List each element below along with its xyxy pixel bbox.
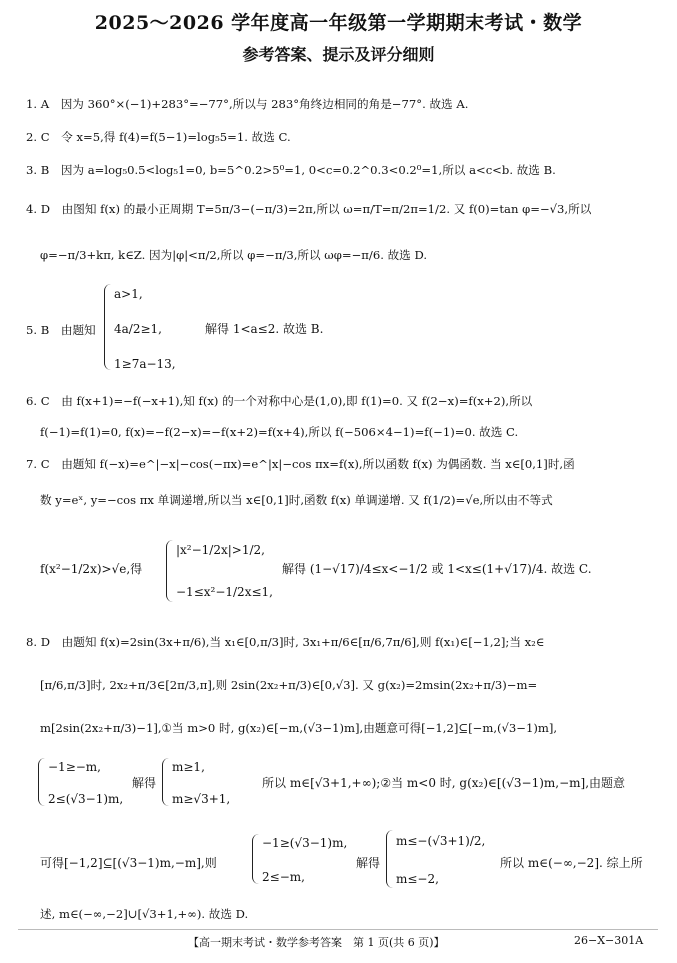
brace (162, 758, 169, 806)
solve-label: 解得 (356, 856, 381, 870)
answer-4-line-1: 4. D 由图知 f(x) 的最小正周期 T=5π/3−(−π/3)=2π,所以 ω=π/T=π/2π=1/2. 又 f(0)=tan φ=−√3,所以 (26, 202, 592, 216)
answer-3: 3. B 因为 a=log₅0.5<log₅1=0, b=5^0.2>5⁰=1, 0<c=0.2^0.3<0.2⁰=1,所以 a<c<b. 故选 B. (26, 163, 556, 177)
answer-7-line-2: 数 y=eˣ, y=−cos πx 单调递增,所以当 x∈[0,1]时,函数 f(x) 单调递增. 又 f(1/2)=√e,所以由不等式 (40, 493, 553, 507)
answer-5-label: 5. B 由题知 (26, 323, 96, 337)
system-row: |x²−1/2x|>1/2, (176, 543, 265, 557)
solve-label: 解得 (132, 776, 157, 790)
brace (104, 284, 111, 370)
answer-8-line-5b: 所以 m∈(−∞,−2]. 综上所 (500, 856, 643, 870)
brace (166, 540, 173, 602)
system-row: 1≥7a−13, (114, 357, 176, 371)
page-title: 2025～2026 学年度高一年级第一学期期末考试・数学 (94, 12, 583, 34)
system-row: m≤−2, (396, 872, 439, 886)
answer-7-result: 解得 (1−√17)/4≤x<−1/2 或 1<x≤(1+√17)/4. 故选 C. (282, 562, 592, 576)
answer-4-line-2: φ=−π/3+kπ, k∈Z. 因为|φ|<π/2,所以 φ=−π/3,所以 ωφ=−π/6. 故选 D. (40, 248, 428, 262)
answer-8-line-4: 所以 m∈[√3+1,+∞);②当 m<0 时, g(x₂)∈[(√3−1)m,−m],由题意 (262, 776, 626, 790)
system-row: m≥√3+1, (172, 792, 231, 806)
answer-7-line-1: 7. C 由题知 f(−x)=e^|−x|−cos(−πx)=e^|x|−cos πx=f(x),所以函数 f(x) 为偶函数. 当 x∈[0,1]时,函 (26, 457, 575, 471)
brace (38, 758, 45, 806)
answer-8-line-3: m[2sin(2x₂+π/3)−1],①当 m>0 时, g(x₂)∈[−m,(√3−1)m],由题意可得[−1,2]⊆[−m,(√3−1)m], (40, 721, 558, 735)
system-row: 4a/2≥1, (114, 322, 162, 336)
answer-6-line-2: f(−1)=f(1)=0, f(x)=−f(2−x)=−f(x+2)=f(x+4),所以 f(−506×4−1)=f(−1)=0. 故选 C. (40, 425, 519, 439)
answer-8-line-6: 述, m∈(−∞,−2]∪[√3+1,+∞). 故选 D. (40, 907, 249, 921)
system-row: −1≤x²−1/2x≤1, (176, 585, 273, 599)
answer-7-lead: f(x²−1/2x)>√e,得 (40, 562, 143, 576)
answer-8-line-1: 8. D 由题知 f(x)=2sin(3x+π/6),当 x₁∈[0,π/3]时, 3x₁+π/6∈[π/6,7π/6],则 f(x₁)∈[−1,2];当 x₂∈ (26, 635, 545, 649)
footer-code: 26−X−301A (574, 934, 644, 947)
brace (252, 834, 259, 884)
answer-5-result: 解得 1<a≤2. 故选 B. (205, 322, 324, 336)
system-row: 2≤−m, (262, 870, 305, 884)
system-row: −1≥−m, (48, 760, 101, 774)
page-subtitle: 参考答案、提示及评分细则 (242, 45, 435, 64)
answer-1: 1. A 因为 360°×(−1)+283°=−77°,所以与 283°角终边相同的角是−77°. 故选 A. (26, 97, 469, 111)
brace (386, 830, 393, 888)
system-row: m≤−(√3+1)/2, (396, 834, 486, 848)
answer-6-line-1: 6. C 由 f(x+1)=−f(−x+1),知 f(x) 的一个对称中心是(1,0),即 f(1)=0. 又 f(2−x)=f(x+2),所以 (26, 394, 533, 408)
system-row: m≥1, (172, 760, 205, 774)
system-row: −1≥(√3−1)m, (262, 836, 348, 850)
answer-8-line-5a: 可得[−1,2]⊆[(√3−1)m,−m],则 (40, 856, 217, 870)
system-row: a>1, (114, 287, 143, 301)
footer-page-info: 【高一期末考试・数学参考答案 第 1 页(共 6 页)】 (188, 936, 445, 949)
answer-2: 2. C 令 x=5,得 f(4)=f(5−1)=log₅5=1. 故选 C. (26, 130, 291, 144)
system-row: 2≤(√3−1)m, (48, 792, 124, 806)
footer-divider (18, 929, 658, 930)
answer-8-line-2: [π/6,π/3]时, 2x₂+π/3∈[2π/3,π],则 2sin(2x₂+π/3)∈[0,√3]. 又 g(x₂)=2msin(2x₂+π/3)−m= (40, 678, 538, 692)
